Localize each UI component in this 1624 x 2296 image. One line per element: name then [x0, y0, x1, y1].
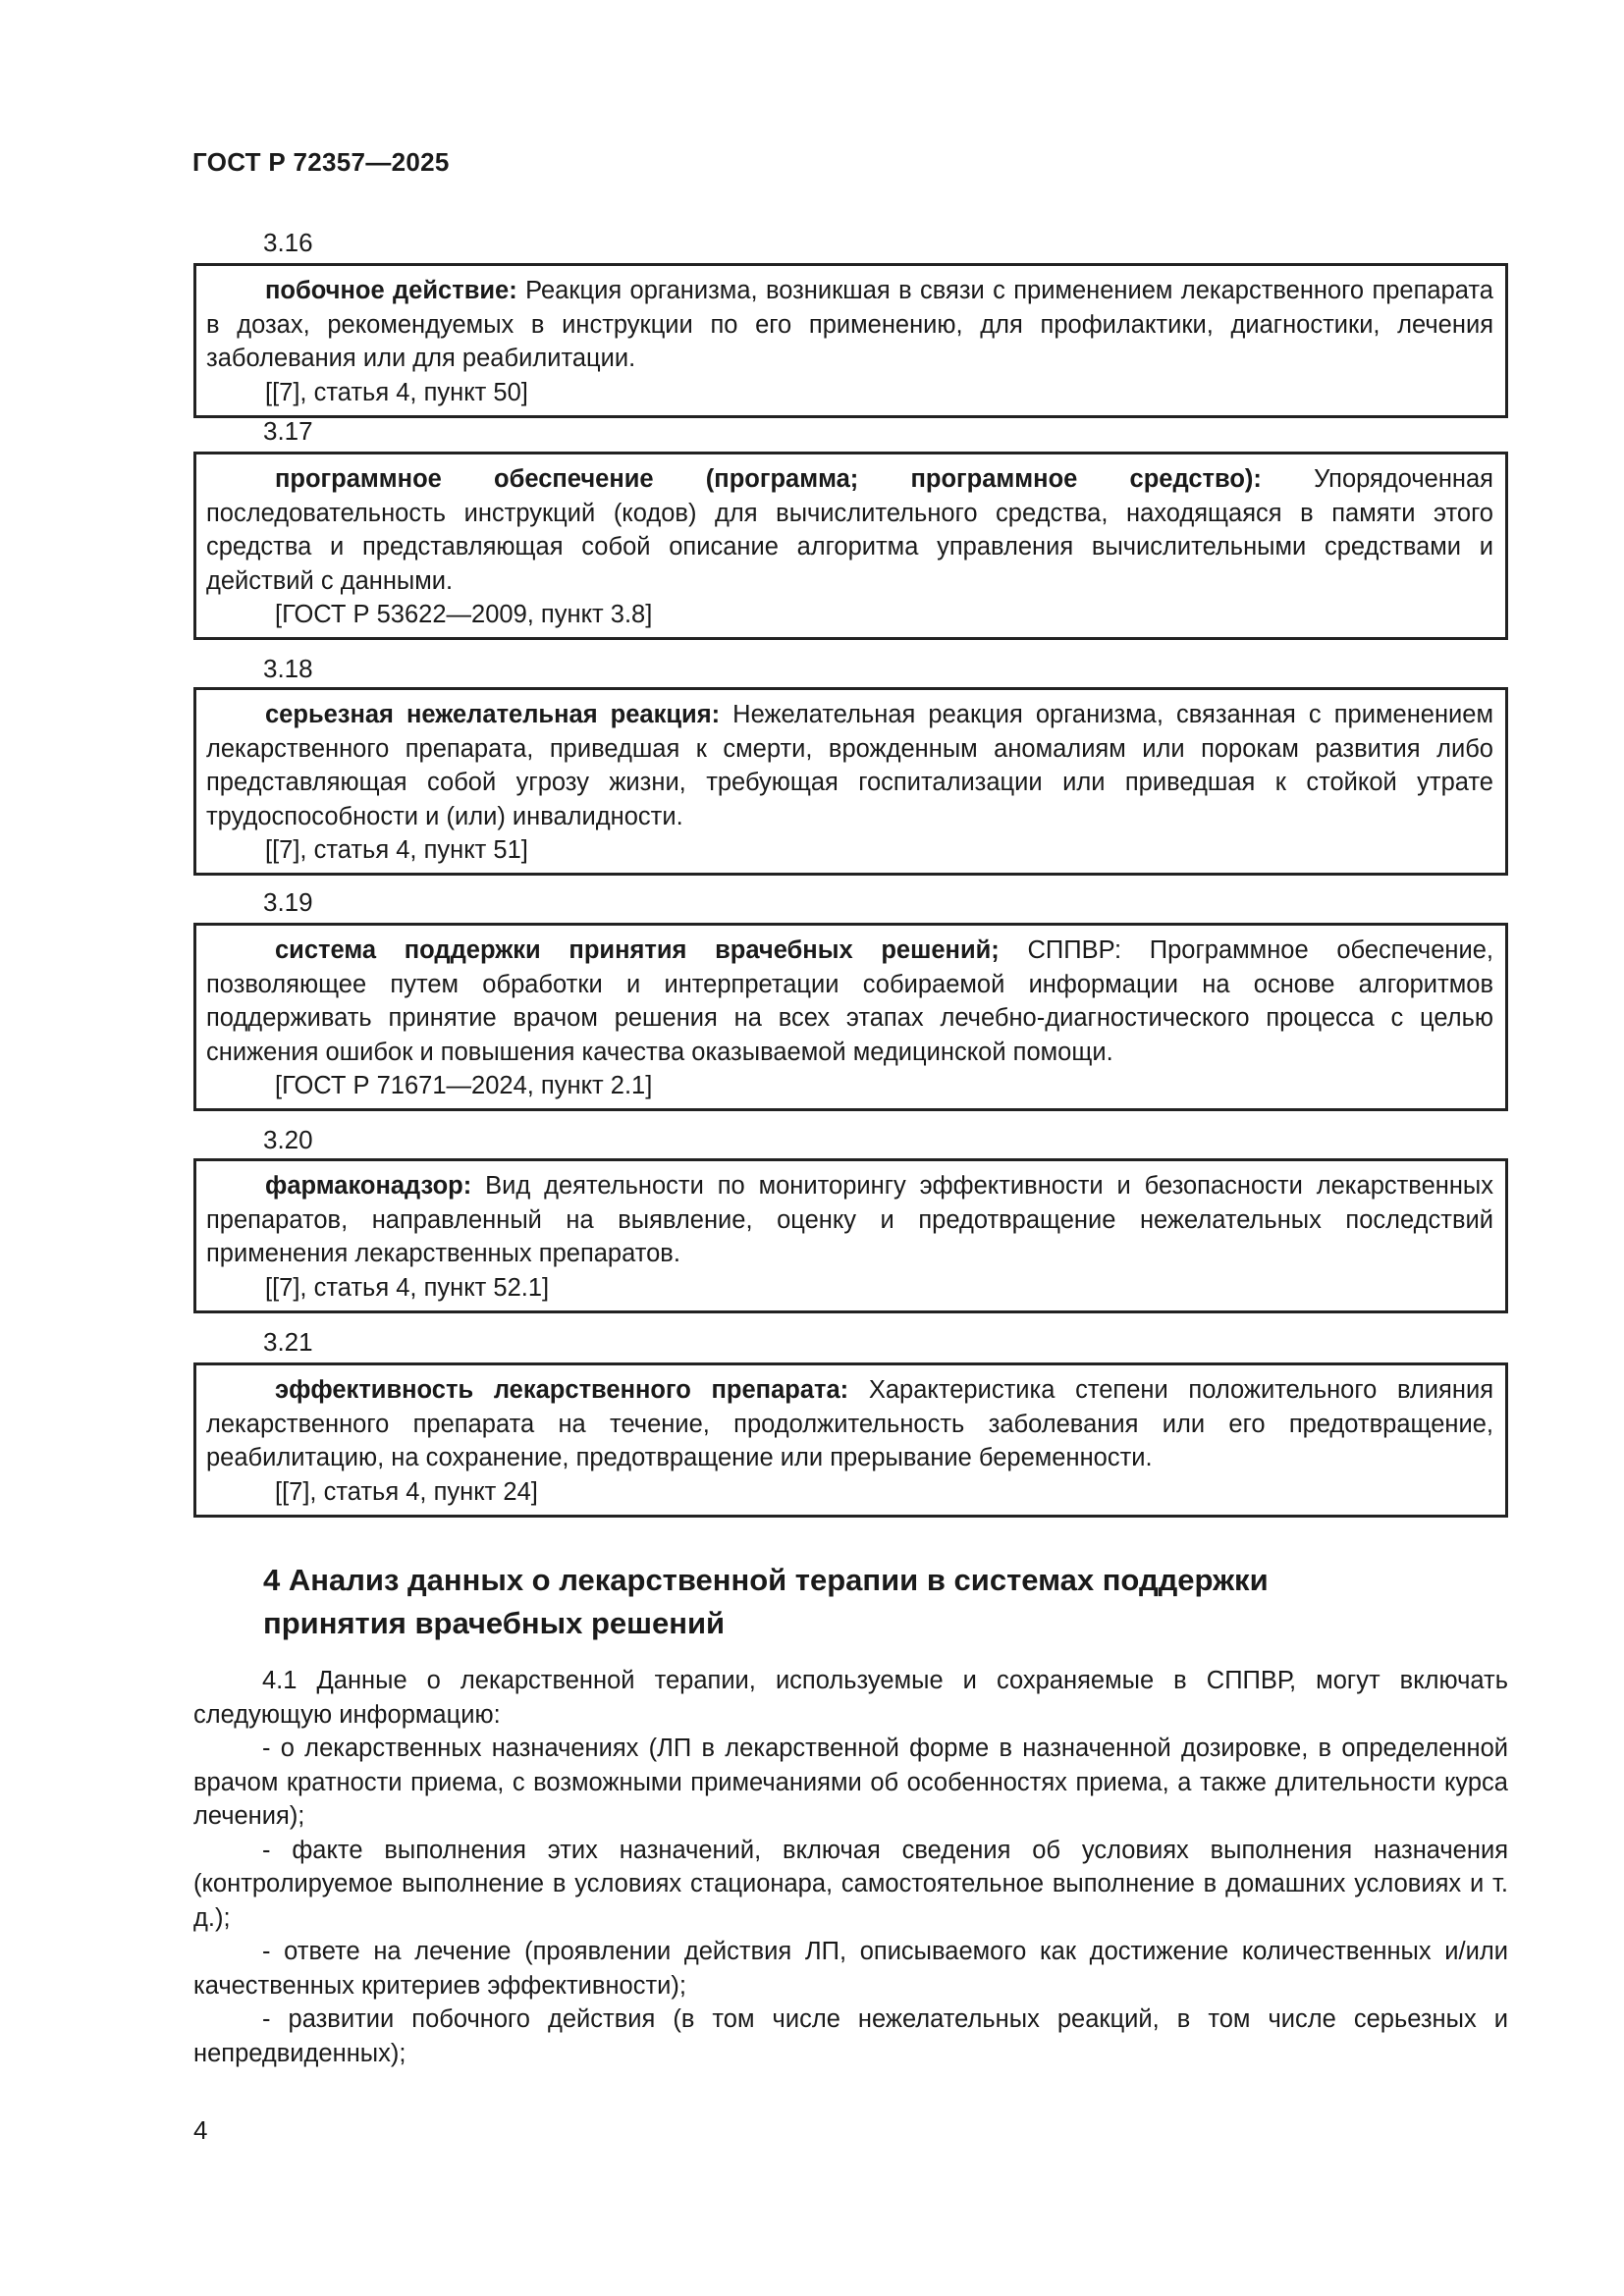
document-header: ГОСТ Р 72357—2025 [192, 147, 450, 177]
term-definition: Характеристика степени положительного влияния лекарственного препарата на течение, продолжительность заболевания или его предотвращение, реабилитацию, на сохранение, предотвращение или прерывание беременности. [206, 1376, 1493, 1471]
section-heading-line: принятия врачебных решений [263, 1606, 726, 1640]
term-number: 3.16 [263, 228, 313, 257]
term-name: эффективность лекарственного препарата: [275, 1376, 849, 1404]
term-number: 3.21 [263, 1327, 313, 1357]
term-paragraph [206, 1169, 1493, 1271]
term-definition-box [193, 687, 1508, 876]
term-paragraph [206, 462, 1493, 598]
section-heading-line: 4 Анализ данных о лекарственной терапии в системах поддержки [263, 1563, 1269, 1597]
term-definition-box [193, 1362, 1508, 1518]
term-name: система поддержки принятия врачебных решений; [275, 936, 1000, 964]
section-heading [263, 1559, 1441, 1645]
term-definition: Упорядоченная последовательность инструкций (кодов) для вычислительного средства, находящаяся в памяти этого средства и представляющая собой описание алгоритма управления вычислительными средствами и действий с данными. [206, 465, 1493, 595]
term-source: [[7], статья 4, пункт 51] [265, 836, 528, 864]
term-definition-box [193, 923, 1508, 1111]
term-name: серьезная нежелательная реакция: [265, 701, 721, 728]
term-name: побочное действие: [265, 277, 517, 304]
term-definition: Реакция организма, возникшая в связи с применением лекарственного препарата в дозах, рекомендуемых в инструкции по его применению, для профилактики, диагностики, лечения заболевания или для реабилитации. [206, 277, 1493, 372]
term-paragraph [206, 698, 1493, 833]
list-item: - ответе на лечение (проявлении действия ЛП, описываемого как достижение количественных и/или качественных критериев эффективности); [193, 1938, 1508, 2000]
section-body [193, 1664, 1508, 2070]
term-number: 3.20 [263, 1125, 313, 1154]
term-definition-box [193, 1158, 1508, 1313]
term-source: [[7], статья 4, пункт 52.1] [265, 1273, 550, 1302]
term-source: [[7], статья 4, пункт 24] [275, 1477, 538, 1506]
body-paragraph: 4.1 Данные о лекарственной терапии, используемые и сохраняемые в СППВР, могут включать следующую информацию: [193, 1667, 1508, 1729]
term-name: программное обеспечение (программа; программное средство): [275, 465, 1262, 493]
page-number: 4 [193, 2115, 208, 2145]
term-number: 3.17 [263, 416, 313, 446]
list-item: - развитии побочного действия (в том числе нежелательных реакций, в том числе серьезных и непредвиденных); [193, 2005, 1508, 2067]
list-item: - о лекарственных назначениях (ЛП в лекарственной форме в назначенной дозировке, в определенной врачом кратности приема, с возможными примечаниями об особенностях приема, а также длительности курса лечения); [193, 1735, 1508, 1830]
term-name: фармаконадзор: [265, 1172, 472, 1200]
term-definition: Нежелательная реакция организма, связанная с применением лекарственного препарата, приведшая к смерти, врожденным аномалиям или порокам развития либо представляющая собой угрозу жизни, требующая госпитализации или приведшая к стойкой утрате трудоспособности и (или) инвалидности. [206, 701, 1493, 830]
term-definition-box [193, 263, 1508, 418]
term-number: 3.19 [263, 887, 313, 917]
term-definition-box [193, 452, 1508, 640]
list-item: - факте выполнения этих назначений, включая сведения об условиях выполнения назначения (контролируемое выполнение в условиях стационара, самостоятельное выполнение в домашних условиях и т. д.); [193, 1836, 1508, 1932]
term-paragraph [206, 274, 1493, 376]
term-paragraph [206, 1373, 1493, 1475]
term-source: [ГОСТ Р 71671—2024, пункт 2.1] [275, 1072, 653, 1099]
term-number: 3.18 [263, 654, 313, 683]
term-definition: СППВР: Программное обеспечение, позволяющее путем обработки и интерпретации собираемой информации на основе алгоритмов поддерживать принятие врачом решения на всех этапах лечебно-диагностического процесса с целью снижения ошибок и повышения качества оказываемой медицинской помощи. [206, 936, 1493, 1066]
term-paragraph [206, 934, 1493, 1069]
term-source: [ГОСТ Р 53622—2009, пункт 3.8] [275, 601, 653, 628]
term-definition: Вид деятельности по мониторингу эффективности и безопасности лекарственных препаратов, направленный на выявление, оценку и предотвращение нежелательных последствий применения лекарственных препаратов. [206, 1172, 1493, 1267]
term-source: [[7], статья 4, пункт 50] [265, 378, 528, 406]
